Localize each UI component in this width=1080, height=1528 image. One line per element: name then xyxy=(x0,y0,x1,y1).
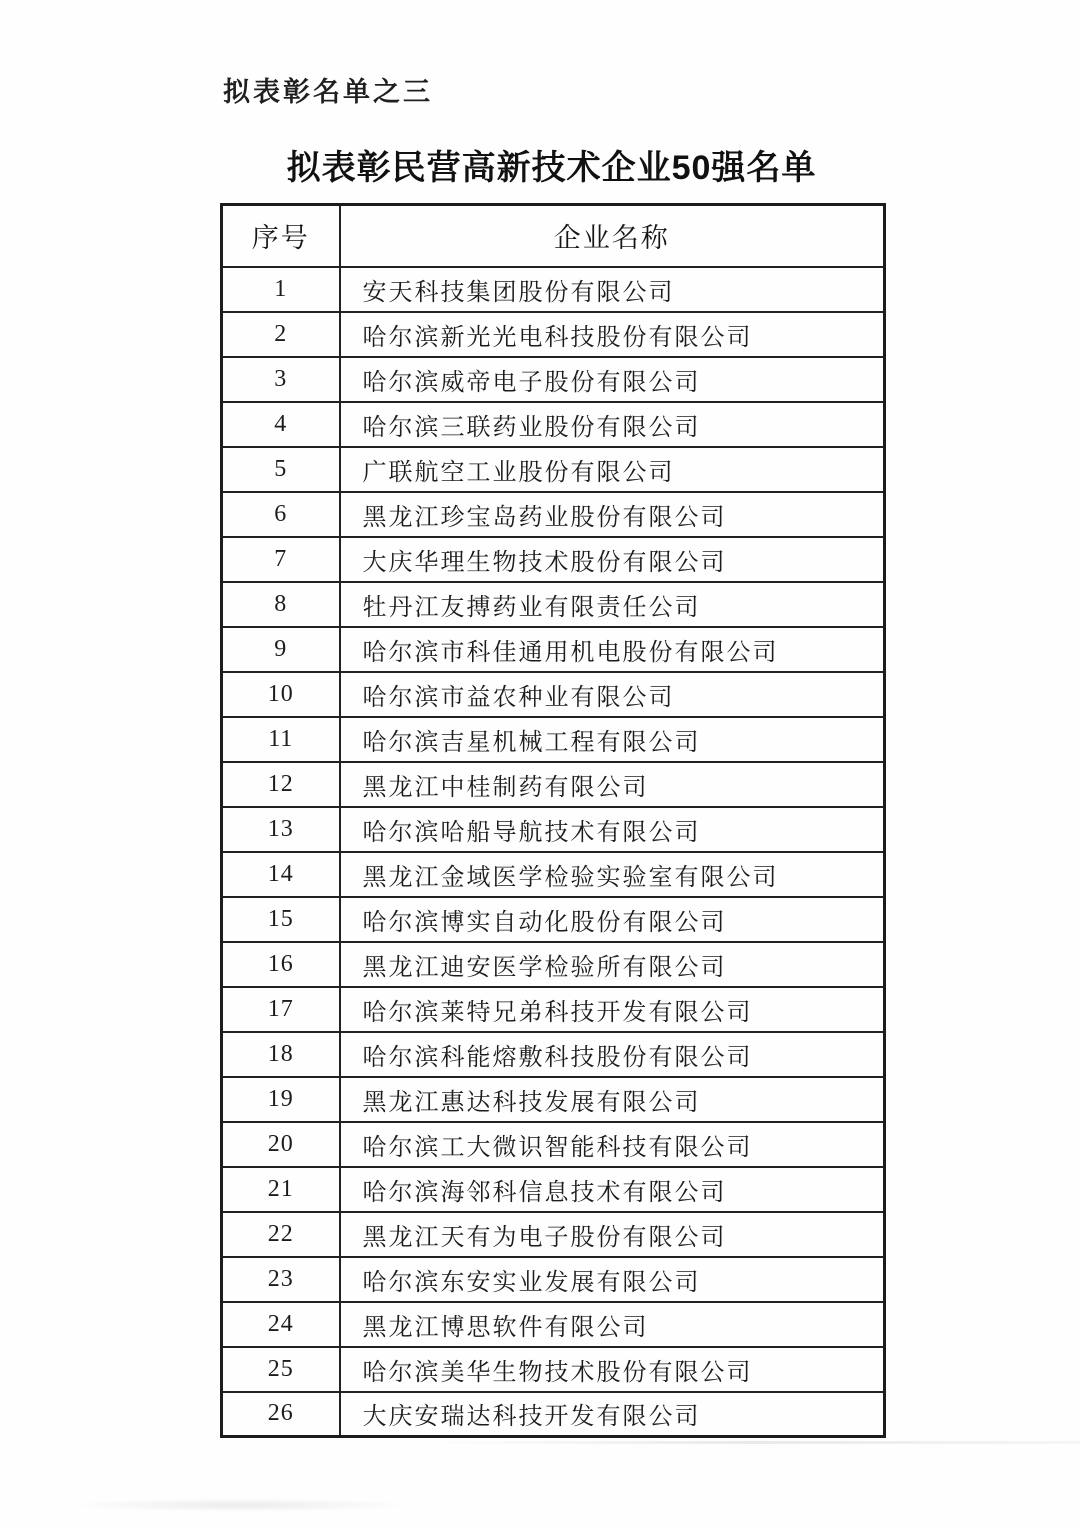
row-company-name: 大庆华理生物技术股份有限公司 xyxy=(340,537,885,582)
row-company-name: 哈尔滨海邻科信息技术有限公司 xyxy=(340,1167,885,1212)
row-serial-number: 1 xyxy=(222,267,340,312)
company-table xyxy=(220,203,886,1438)
row-company-name: 哈尔滨莱特兄弟科技开发有限公司 xyxy=(340,987,885,1032)
row-company-name: 哈尔滨市益农种业有限公司 xyxy=(340,672,885,717)
table-row xyxy=(222,942,885,987)
row-company-name: 牡丹江友搏药业有限责任公司 xyxy=(340,582,885,627)
row-company-name: 哈尔滨美华生物技术股份有限公司 xyxy=(340,1347,885,1392)
table-row xyxy=(222,492,885,537)
row-serial-number: 14 xyxy=(222,852,340,897)
table-row xyxy=(222,987,885,1032)
scan-artifact-streak xyxy=(430,1441,1080,1444)
row-serial-number: 20 xyxy=(222,1122,340,1167)
table-row xyxy=(222,627,885,672)
row-company-name: 黑龙江珍宝岛药业股份有限公司 xyxy=(340,492,885,537)
table-body xyxy=(222,267,885,1437)
row-company-name: 哈尔滨东安实业发展有限公司 xyxy=(340,1257,885,1302)
table-row xyxy=(222,1347,885,1392)
scan-artifact-smudge xyxy=(70,1498,410,1512)
table-row xyxy=(222,1032,885,1077)
table-header-row xyxy=(222,205,885,267)
row-company-name: 黑龙江中桂制药有限公司 xyxy=(340,762,885,807)
table-row xyxy=(222,897,885,942)
table-row xyxy=(222,582,885,627)
row-serial-number: 2 xyxy=(222,312,340,357)
row-serial-number: 18 xyxy=(222,1032,340,1077)
row-serial-number: 13 xyxy=(222,807,340,852)
row-serial-number: 3 xyxy=(222,357,340,402)
table-row xyxy=(222,852,885,897)
table-row xyxy=(222,357,885,402)
row-serial-number: 6 xyxy=(222,492,340,537)
row-company-name: 哈尔滨吉星机械工程有限公司 xyxy=(340,717,885,762)
row-company-name: 黑龙江博思软件有限公司 xyxy=(340,1302,885,1347)
row-serial-number: 7 xyxy=(222,537,340,582)
row-company-name: 黑龙江迪安医学检验所有限公司 xyxy=(340,942,885,987)
row-serial-number: 22 xyxy=(222,1212,340,1257)
row-serial-number: 17 xyxy=(222,987,340,1032)
row-serial-number: 21 xyxy=(222,1167,340,1212)
table-row xyxy=(222,447,885,492)
table-row xyxy=(222,312,885,357)
table-row xyxy=(222,1212,885,1257)
row-serial-number: 4 xyxy=(222,402,340,447)
row-serial-number: 24 xyxy=(222,1302,340,1347)
row-company-name: 广联航空工业股份有限公司 xyxy=(340,447,885,492)
row-serial-number: 19 xyxy=(222,1077,340,1122)
row-serial-number: 26 xyxy=(222,1392,340,1437)
table-row xyxy=(222,762,885,807)
row-serial-number: 5 xyxy=(222,447,340,492)
corner-label: 拟表彰名单之三 xyxy=(223,77,433,107)
table-row xyxy=(222,807,885,852)
row-company-name: 哈尔滨博实自动化股份有限公司 xyxy=(340,897,885,942)
table-row xyxy=(222,717,885,762)
header-serial-number: 序号 xyxy=(222,205,340,267)
table-row xyxy=(222,1392,885,1437)
table-row xyxy=(222,1257,885,1302)
table-row xyxy=(222,1167,885,1212)
row-serial-number: 16 xyxy=(222,942,340,987)
row-company-name: 哈尔滨工大微识智能科技有限公司 xyxy=(340,1122,885,1167)
table-row xyxy=(222,1122,885,1167)
table-row xyxy=(222,537,885,582)
row-company-name: 哈尔滨市科佳通用机电股份有限公司 xyxy=(340,627,885,672)
table-row xyxy=(222,402,885,447)
row-company-name: 哈尔滨威帝电子股份有限公司 xyxy=(340,357,885,402)
row-company-name: 哈尔滨科能熔敷科技股份有限公司 xyxy=(340,1032,885,1077)
row-company-name: 哈尔滨三联药业股份有限公司 xyxy=(340,402,885,447)
row-company-name: 大庆安瑞达科技开发有限公司 xyxy=(340,1392,885,1437)
row-serial-number: 23 xyxy=(222,1257,340,1302)
row-serial-number: 11 xyxy=(222,717,340,762)
row-company-name: 哈尔滨新光光电科技股份有限公司 xyxy=(340,312,885,357)
row-company-name: 哈尔滨哈船导航技术有限公司 xyxy=(340,807,885,852)
row-company-name: 安天科技集团股份有限公司 xyxy=(340,267,885,312)
header-company-name: 企业名称 xyxy=(340,205,885,267)
row-serial-number: 8 xyxy=(222,582,340,627)
row-serial-number: 15 xyxy=(222,897,340,942)
row-serial-number: 10 xyxy=(222,672,340,717)
row-company-name: 黑龙江天有为电子股份有限公司 xyxy=(340,1212,885,1257)
table-row xyxy=(222,1302,885,1347)
table-row xyxy=(222,672,885,717)
row-serial-number: 12 xyxy=(222,762,340,807)
row-company-name: 黑龙江金域医学检验实验室有限公司 xyxy=(340,852,885,897)
row-company-name: 黑龙江惠达科技发展有限公司 xyxy=(340,1077,885,1122)
table-row xyxy=(222,267,885,312)
row-serial-number: 9 xyxy=(222,627,340,672)
row-serial-number: 25 xyxy=(222,1347,340,1392)
table-row xyxy=(222,1077,885,1122)
page-title: 拟表彰民营高新技术企业50强名单 xyxy=(286,149,817,187)
